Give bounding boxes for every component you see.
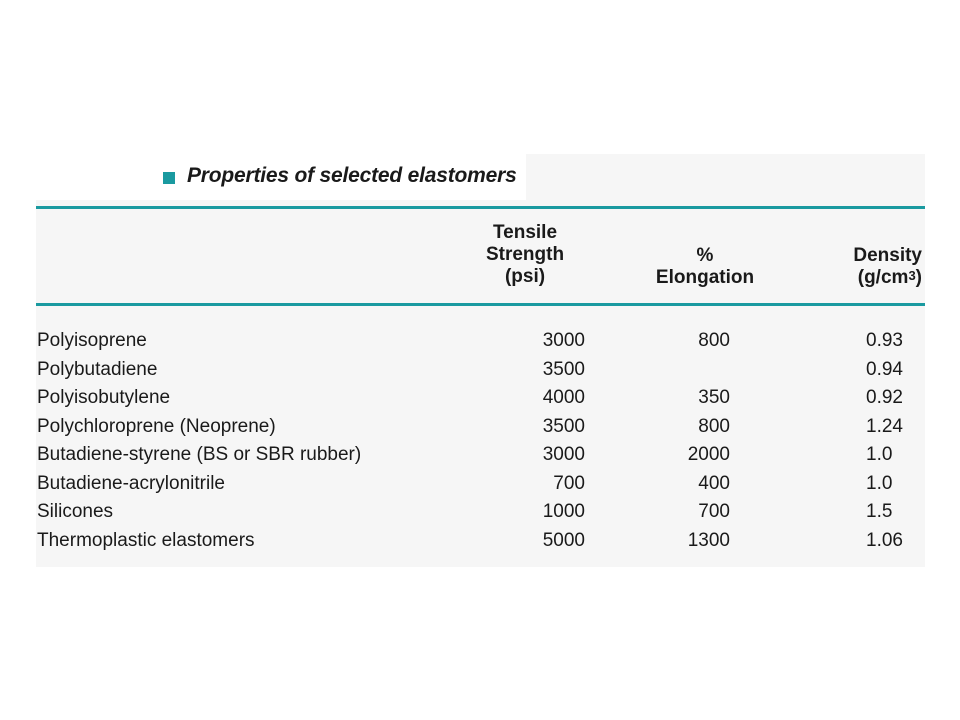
table-title: Properties of selected elastomers — [187, 164, 517, 187]
cell-density: 0.92 — [866, 387, 903, 408]
header-tensile-line-1: Tensile — [492, 222, 558, 243]
cell-tensile: 3500 — [542, 358, 585, 380]
header-density-unit-close: ) — [915, 267, 922, 288]
table-row — [36, 327, 925, 356]
header-tensile-strength — [470, 222, 580, 288]
header-density-unit: (g/cm — [857, 267, 909, 288]
cell-tensile: 5000 — [542, 529, 585, 551]
cell-material: Polyisobutylene — [37, 387, 171, 408]
header-density-exponent: 3 — [908, 268, 916, 283]
cell-tensile: 4000 — [542, 387, 585, 408]
cell-tensile: 3500 — [542, 415, 585, 437]
header-density-line-1: Density — [853, 245, 922, 266]
header-elongation-line-2: Elongation — [655, 267, 755, 288]
table-row — [36, 356, 925, 385]
cell-material: Polybutadiene — [37, 358, 158, 380]
cell-tensile: 3000 — [542, 444, 585, 465]
cell-tensile: 3000 — [542, 330, 585, 351]
cell-density: 1.0 — [866, 472, 893, 494]
header-density — [800, 245, 922, 289]
header-density-line-2 — [800, 267, 922, 289]
cell-elongation: 800 — [698, 415, 730, 437]
header-tensile-line-2: Strength — [485, 244, 565, 265]
cell-density: 1.24 — [866, 415, 903, 437]
cell-elongation: 350 — [698, 387, 730, 408]
cell-density: 0.93 — [866, 330, 903, 351]
cell-material: Polychloroprene (Neoprene) — [37, 415, 276, 437]
table-row — [36, 498, 925, 527]
table-body — [36, 327, 925, 555]
cell-density: 1.0 — [866, 444, 893, 465]
cell-tensile: 1000 — [542, 501, 585, 522]
cell-density: 1.5 — [866, 501, 893, 522]
cell-elongation: 700 — [698, 501, 730, 522]
cell-tensile: 700 — [553, 472, 585, 494]
header-elongation-line-1: % — [696, 245, 714, 266]
cell-density: 0.94 — [866, 358, 903, 380]
cell-elongation: 800 — [698, 330, 730, 351]
cell-elongation: 2000 — [687, 444, 730, 465]
header-top-rule — [36, 206, 925, 209]
cell-elongation: 400 — [698, 472, 730, 494]
header-bottom-rule — [36, 303, 925, 306]
table-row — [36, 527, 925, 556]
cell-material: Thermoplastic elastomers — [37, 529, 255, 551]
cell-density: 1.06 — [866, 529, 903, 551]
cell-material: Silicones — [37, 501, 114, 522]
header-tensile-line-3: (psi) — [504, 266, 546, 287]
cell-material: Polyisoprene — [37, 330, 147, 351]
cell-material: Butadiene-acrylonitrile — [37, 472, 225, 494]
cell-elongation: 1300 — [687, 529, 730, 551]
cell-material: Butadiene-styrene (BS or SBR rubber) — [37, 444, 362, 465]
title-square-icon — [163, 172, 175, 184]
table-row — [36, 384, 925, 413]
table-row — [36, 413, 925, 442]
table-row — [36, 441, 925, 470]
header-elongation — [640, 245, 770, 289]
table-row — [36, 470, 925, 499]
